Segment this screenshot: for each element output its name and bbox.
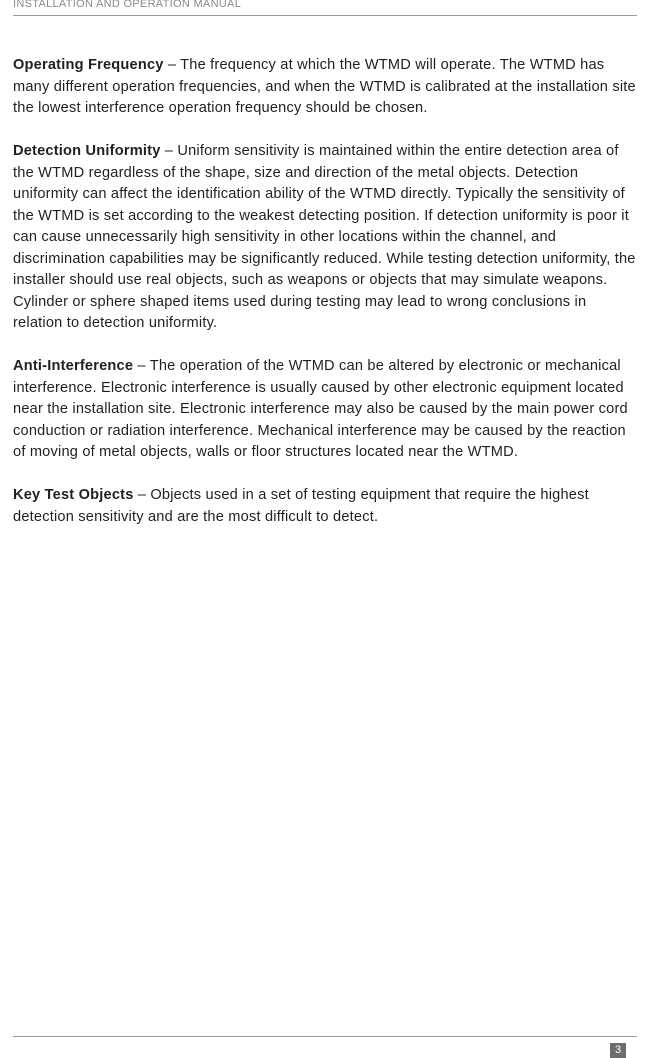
definition-text: Uniform sensitivity is maintained within the entire detection area of the WTMD regardless of the shape, size and direction of the metal objects. Detection uniformity can affect the identification ability of the WTMD directly. Typically the sensitivity of the WTMD is set according to the weakest detecting position. If detection uniformity is poor it can cause unnecessarily high sensitivity in other locations within the channel, and discrimination capabilities may be significantly reduced. While testing detection uniformity, the installer should use real objects, such as weapons or objects that may simulate weapons. Cylinder or sphere shaped items used during testing may lead to wrong conclusions in relation to detection uniformity. <box>13 143 636 331</box>
definition-separator: – <box>133 358 150 374</box>
definition-text: The operation of the WTMD can be altered by electronic or mechanical interference. Electronic interference is usually caused by other electronic equipment located near the installation site. Electronic interference may also be caused by the main power cord conduction or radiation interference. Mechanical interference may be caused by the reaction of moving of metal objects, walls or floor structures located near the WTMD. <box>13 358 628 460</box>
definition-term: Anti-Interference <box>13 358 134 374</box>
definition-term: Operating Frequency <box>13 57 164 73</box>
definition-text: The frequency at which the WTMD will operate. The WTMD has many different operation frequencies, and when the WTMD is calibrated at the installation site the lowest interference operation frequency should be chosen. <box>13 57 636 116</box>
definition-separator: – <box>163 57 181 73</box>
definition-detection-uniformity <box>13 141 637 335</box>
header-divider <box>13 15 637 16</box>
definition-text: Objects used in a set of testing equipment that require the highest detection sensitivity and are the most difficult to detect. <box>13 487 589 525</box>
definition-anti-interference <box>13 356 637 464</box>
definitions-section <box>13 55 637 550</box>
definition-term: Detection Uniformity <box>13 143 161 159</box>
definition-operating-frequency <box>13 55 637 120</box>
running-header: INSTALLATION AND OPERATION MANUAL <box>13 0 242 10</box>
definition-separator: – <box>133 487 151 503</box>
definition-key-test-objects <box>13 485 637 528</box>
footer-divider <box>13 1036 637 1037</box>
definition-separator: – <box>160 143 178 159</box>
page-number: 3 <box>610 1043 626 1058</box>
definition-term: Key Test Objects <box>13 487 134 503</box>
